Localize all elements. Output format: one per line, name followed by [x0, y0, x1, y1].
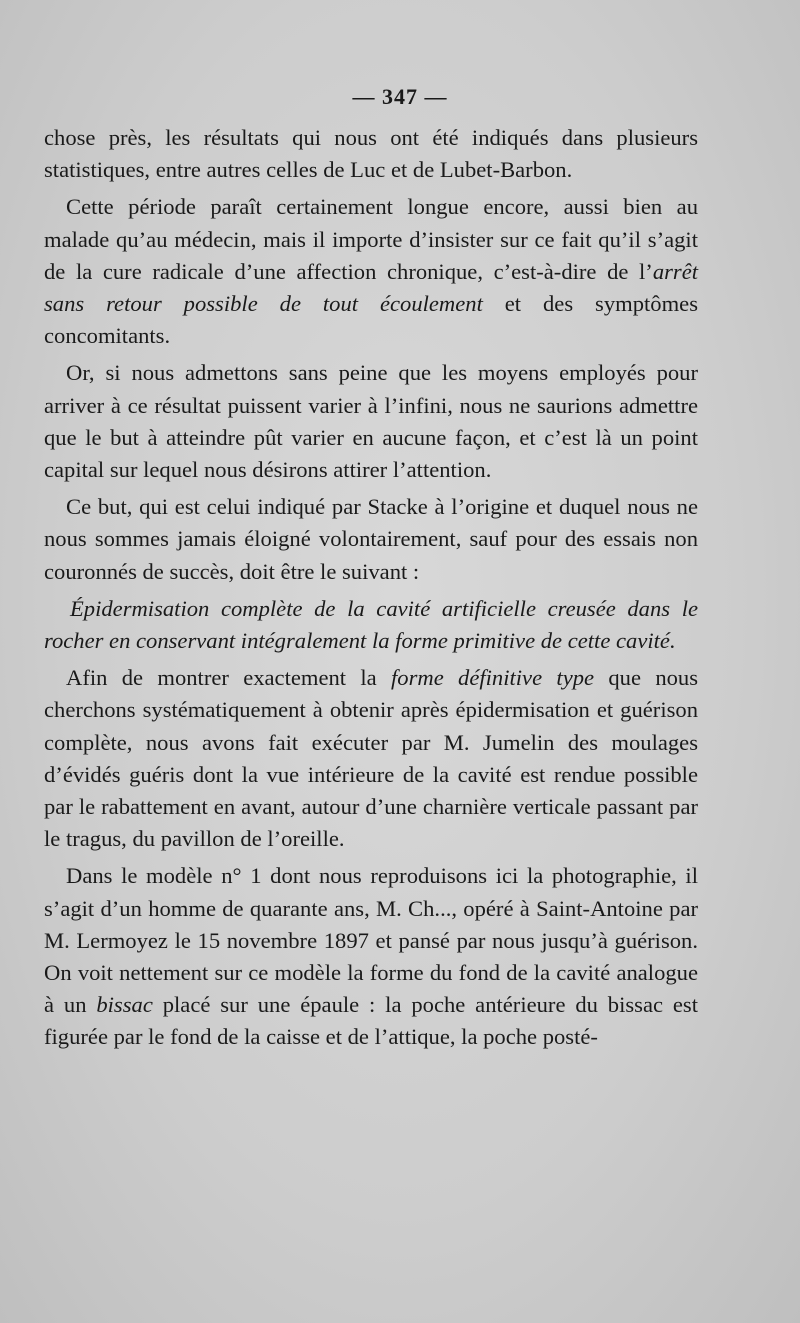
paragraph-4: [44, 491, 698, 588]
text-segment: Afin de montrer exactement la: [66, 665, 392, 691]
text-segment: Or, si nous admettons sans peine que les moyens employés pour arriver à ce résultat puissent varier à l’infini, nous ne saurions admettre que le but à atteindre pût varier en aucune façon, et c’est là un point capital sur lequel nous désirons attirer l’attention.: [44, 360, 698, 483]
paragraph-3: [44, 357, 698, 486]
paragraph-6: [44, 662, 698, 855]
page-number: — 347 —: [352, 84, 448, 109]
paragraph-2: [44, 191, 698, 352]
text-segment: Cette période paraît certainement longue encore, aussi bien au malade qu’au médecin, mais il importe d’insister sur ce fait qu’il s’agit de la cure radicale d’une affection chronique, c’est-à-dire de l’: [44, 194, 698, 284]
paragraph-1: [44, 122, 698, 186]
text-segment: chose près, les résultats qui nous ont été indiqués dans plusieurs statistiques, entre autres celles de Luc et de Lubet-Barbon.: [44, 125, 698, 183]
italic-phrase: bissac: [96, 992, 153, 1018]
italic-phrase: arrêt sans retour possible de tout écoulement: [44, 258, 698, 317]
paragraph-7: [44, 860, 698, 1053]
paragraph-5-thesis: [44, 593, 698, 657]
italic-phrase: forme définitive type: [391, 665, 595, 691]
body-text: [44, 122, 698, 1054]
text-segment: Ce but, qui est celui indiqué par Stacke à l’origine et duquel nous ne nous sommes jamais éloigné volontairement, sauf pour des essais non couronnés de succès, doit être le suivant :: [44, 494, 698, 584]
text-segment: que nous cherchons systématiquement à obtenir après épidermisation et guérison complète, nous avons fait exécuter par M. Jumelin des moulages d’évidés guéris dont la vue intérieure de la cavité est rendue possible par le rabattement en avant, autour d’une charnière verticale passant par le tragus, du pavillon de l’oreille.: [44, 665, 698, 852]
text-segment: Dans le modèle n° 1 dont nous reproduisons ici la photographie, il s’agit d’un homme de quarante ans, M. Ch..., opéré à Saint-Antoine par M. Lermoyez le 15 novembre 1897 et pansé par nous jusqu’à guérison. On voit nettement sur ce modèle la forme du fond de la cavité analogue à un: [44, 863, 698, 1018]
text-segment: placé sur une épaule : la poche antérieure du bissac est figurée par le fond de la caisse et de l’attique, la poche posté-: [44, 992, 698, 1050]
italic-statement: Épidermisation complète de la cavité artificielle creusée dans le rocher en conservant intégralement la forme primitive de cette cavité.: [44, 595, 698, 654]
text-segment: et des symptômes concomitants.: [44, 291, 698, 349]
